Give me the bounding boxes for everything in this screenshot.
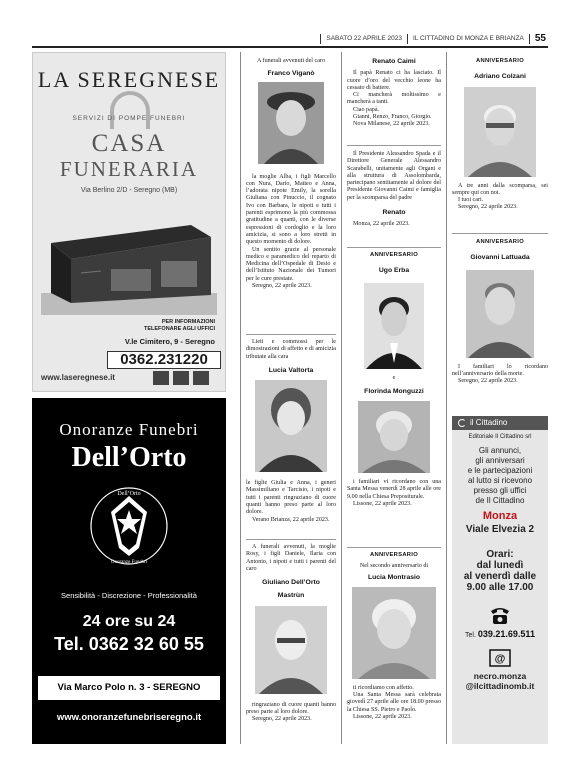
column-divider	[341, 52, 342, 744]
cittadino-logo-icon	[458, 419, 466, 427]
cittadino-publisher: Editoriale Il Cittadino srl	[468, 434, 532, 440]
portrait-photo	[364, 283, 424, 369]
notice-vigano	[246, 58, 336, 290]
ad2-title-1: Onoranze Funebri	[59, 420, 199, 439]
ad-la-seregnese	[32, 52, 226, 392]
badge-top-text: Dell’Orto	[117, 491, 141, 497]
anniversary-label: ANNIVERSARIO	[369, 252, 419, 258]
instagram-icon	[193, 371, 209, 385]
cittadino-tel-label: Tel.	[465, 632, 476, 639]
notice-name: Franco Viganò	[267, 70, 315, 78]
ad-services: SERVIZI DI POMPE FUNEBRI	[72, 115, 186, 122]
svg-text:@: @	[494, 653, 506, 665]
facebook-icon	[173, 371, 189, 385]
notice-signature: Seregno, 22 aprile 2023.	[458, 204, 518, 211]
cittadino-info-line: de Il Cittadino	[475, 496, 525, 505]
cittadino-street: Viale Elvezia 2	[465, 524, 535, 535]
ad-info-line: PER INFORMAZIONI	[161, 319, 215, 325]
ad-info	[144, 319, 215, 333]
cittadino-info-line: al lutto si ricevono	[467, 476, 533, 485]
notice-name: Renato Caimi	[372, 58, 416, 65]
portrait-photo	[255, 606, 327, 694]
notice-name: Ugo Erba	[378, 267, 410, 275]
header-paper: IL CITTADINO DI MONZA E BRIANZA	[413, 35, 524, 42]
ad-address: Via Berlino 2/D - Seregno (MB)	[80, 187, 178, 194]
cittadino-hours-line: Orari:	[486, 549, 514, 560]
ad2-title-2: Dell’Orto	[71, 442, 187, 473]
ad2-address: Via Marco Polo n. 3 - SEREGNO	[38, 676, 220, 700]
ad-office-address: V.le Cimitero, 9 - Seregno	[124, 337, 215, 346]
notice-name: Lucia Valtorta	[268, 366, 314, 374]
cittadino-hours	[452, 549, 548, 593]
cittadino-city: Monza	[482, 510, 518, 522]
ad-website: www.laseregnese.it	[41, 373, 115, 382]
notice-closing: Ciao papà.	[353, 106, 380, 113]
notice-name: Renato	[382, 209, 406, 217]
header-divider	[320, 34, 321, 44]
cittadino-hours-line: al venerdì dalle	[463, 571, 537, 582]
anniversary-label: ANNIVERSARIO	[475, 239, 525, 245]
portrait-photo	[255, 380, 327, 472]
notice-closing: I tuoi cari.	[458, 197, 484, 204]
portrait-photo	[352, 587, 436, 679]
notice-divider	[246, 539, 336, 540]
notice-name: Giuliano Dell’Orto	[262, 579, 320, 587]
notice-intro: A funerali avvenuti, la moglie Rosy, i figli Daniele, Ilaria con Antonio, i nipoti e tutti i parenti del caro	[246, 544, 336, 572]
notice-colzani	[452, 58, 548, 212]
notice-name: Lucia Montrasio	[367, 573, 421, 581]
notice-signature: Nova Milanese, 22 aprile 2023.	[353, 121, 430, 128]
badge-bottom-text: Onoranze Funebri	[110, 560, 148, 565]
cittadino-email	[452, 671, 548, 691]
cittadino-info-line: Gli annunci,	[478, 446, 522, 455]
ad-brand: LA SEREGNESE	[37, 67, 221, 92]
cittadino-info-line: presso gli uffici	[473, 486, 527, 495]
cittadino-box	[452, 416, 548, 744]
ad2-website: www.onoranzefunebriseregno.it	[56, 712, 202, 723]
notice-erba-monguzzi	[347, 252, 441, 508]
notice-text: la moglie Alba, i figli Marcello con Nura, Dario, Matteo e Anna, l’adorata nipote Emily, la sorella Giuliana con Pinuccio, il cognato Ivo con Barbara, le nipoti e tutti i parenti esprimono la più commossa gratitudine a quanti, con le diverse espressioni di cordoglio e la loro amicizia, si sono a loro stretti in questo momento di dolore.	[246, 173, 336, 246]
notice-text: ti ricordiamo con affetto.	[353, 684, 414, 691]
cittadino-info-line: e le partecipazioni	[467, 466, 533, 475]
notice-caimi	[347, 58, 441, 129]
seal-icon	[153, 371, 169, 385]
cittadino-logo	[452, 416, 548, 430]
notice-conjunction: e	[392, 374, 396, 381]
notice-text: Il papà Renato ci ha lasciato. Il cuore d’oro del vecchio leone ha cessato di battere.	[347, 70, 441, 91]
notice-text: A tre anni dalla scomparsa, sei sempre qui con noi.	[452, 182, 548, 196]
portrait-photo	[358, 401, 430, 473]
notice-montrasio	[347, 552, 441, 721]
notice-signature: Verano Brianza, 22 aprile 2023.	[252, 516, 330, 523]
notice-intro: A funerali avvenuti del caro	[256, 58, 326, 64]
notice-assolombarda	[347, 151, 441, 229]
ad-line-casa: CASA	[91, 130, 167, 157]
cittadino-hours-line: 9.00 alle 17.00	[466, 582, 534, 593]
header-date: SABATO 22 APRILE 2023	[326, 35, 402, 42]
notice-lattuada	[452, 239, 548, 385]
ad2-hours: 24 ore su 24	[82, 613, 176, 630]
notice-text: Ci mancherà moltissimo e mancherà a tanti.	[347, 92, 441, 106]
notice-text: Un sentito grazie al personale medico e paramedico del reparto di Medicina dell’Ospedale di Desio e dell’Istituto Nazionale dei Tumori per le cure prestate.	[246, 246, 336, 282]
notice-divider	[452, 233, 548, 234]
anniversary-label: ANNIVERSARIO	[369, 552, 419, 558]
ad-info-line: TELEFONARE AGLI UFFICI	[144, 326, 215, 332]
cittadino-info-line: gli anniversari	[475, 456, 525, 465]
notice-nickname: Mastrùn	[277, 592, 305, 600]
header-divider	[407, 34, 408, 44]
notice-signature: Seregno, 22 aprile 2023.	[252, 716, 312, 723]
portrait-photo	[466, 270, 534, 358]
building-image	[41, 203, 217, 315]
notice-signature: Seregno, 22 aprile 2023.	[458, 378, 518, 385]
notice-dellorto	[246, 544, 336, 724]
cittadino-tel	[452, 629, 548, 639]
header-divider	[529, 34, 530, 44]
cittadino-hours-line: dal lunedì	[476, 560, 524, 571]
notice-valtorta	[246, 339, 336, 524]
notice-text: le figlie Giulia e Anna, i generi Massimiliano e Tarcisio, i nipoti e tutti i parenti ringraziano di cuore quanti hanno preso parte al loro dolore.	[246, 480, 336, 516]
notice-name: Florinda Monguzzi	[364, 387, 424, 395]
ad-line-funeraria: FUNERARIA	[59, 157, 199, 181]
cittadino-tel-number: 039.21.69.511	[477, 629, 535, 639]
notice-text: ringraziano di cuore quanti hanno preso parte al loro dolore.	[246, 701, 336, 716]
notice-intro: Lieti e commossi per le dimostrazioni di affetto e di amicizia tributate alla cara	[246, 339, 336, 360]
ad-phone: 0362.231220	[107, 351, 221, 369]
cittadino-info	[452, 446, 548, 506]
ad-dellorto	[32, 398, 226, 744]
page-header	[320, 33, 546, 44]
notice-text: I familiari lo ricordano nell’anniversario della morte.	[452, 363, 548, 377]
portrait-photo	[464, 87, 536, 177]
anniversary-label: ANNIVERSARIO	[475, 58, 525, 64]
cittadino-email-line: @ilcittadinomb.it	[465, 681, 535, 691]
cittadino-logo-text: il Cittadino	[470, 418, 508, 427]
notice-signature: Lissone, 22 aprile 2023.	[353, 501, 412, 508]
notice-signature: Lissone, 22 aprile 2023.	[353, 714, 412, 721]
portrait-photo	[258, 82, 324, 164]
notice-text: Il Presidente Alessandro Spada e il Direttore Generale Alessandro Scarabelli, unitamente agli Organi e alla struttura di Assolombarda, partecipano sentitamente al dolore del Presidente Giovanni Caimi e famiglia per la scomparsa del padre	[347, 151, 441, 201]
notice-signature: Seregno, 22 aprile 2023.	[252, 283, 312, 290]
notice-text: i familiari vi ricordano con una Santa Messa venerdì 28 aprile alle ore 9.00 nella Chiesa Prepositurale.	[347, 479, 441, 500]
notice-divider	[347, 247, 441, 248]
notice-text: Una Santa Messa sarà celebrata giovedì 27 aprile alle ore 18.00 presso la Chiesa SS. Pietro e Paolo.	[347, 692, 441, 713]
column-divider	[446, 52, 447, 744]
notice-divider	[347, 547, 441, 548]
header-rule	[32, 46, 548, 48]
notice-family: Gianni, Renzo, Franco, Giorgio.	[353, 114, 432, 121]
notice-divider	[347, 145, 441, 146]
ad2-phone: Tel. 0362 32 60 55	[54, 634, 204, 654]
omega-logo-icon	[110, 91, 150, 129]
column-divider	[240, 52, 241, 744]
telephone-icon	[489, 605, 511, 625]
notice-intro: Nel secondo anniversario di	[359, 563, 429, 570]
dellorto-badge-icon	[89, 486, 169, 566]
ad2-tagline: Sensibilità - Discrezione - Professionalità	[61, 591, 197, 600]
notice-divider	[246, 334, 336, 335]
notice-name: Giovanni Lattuada	[470, 254, 530, 262]
cittadino-email-line: necro.monza	[473, 671, 527, 681]
email-icon	[489, 649, 511, 667]
page-number: 55	[534, 33, 546, 44]
notice-signature: Monza, 22 aprile 2023.	[353, 221, 410, 228]
notice-name: Adriano Colzani	[474, 73, 526, 81]
